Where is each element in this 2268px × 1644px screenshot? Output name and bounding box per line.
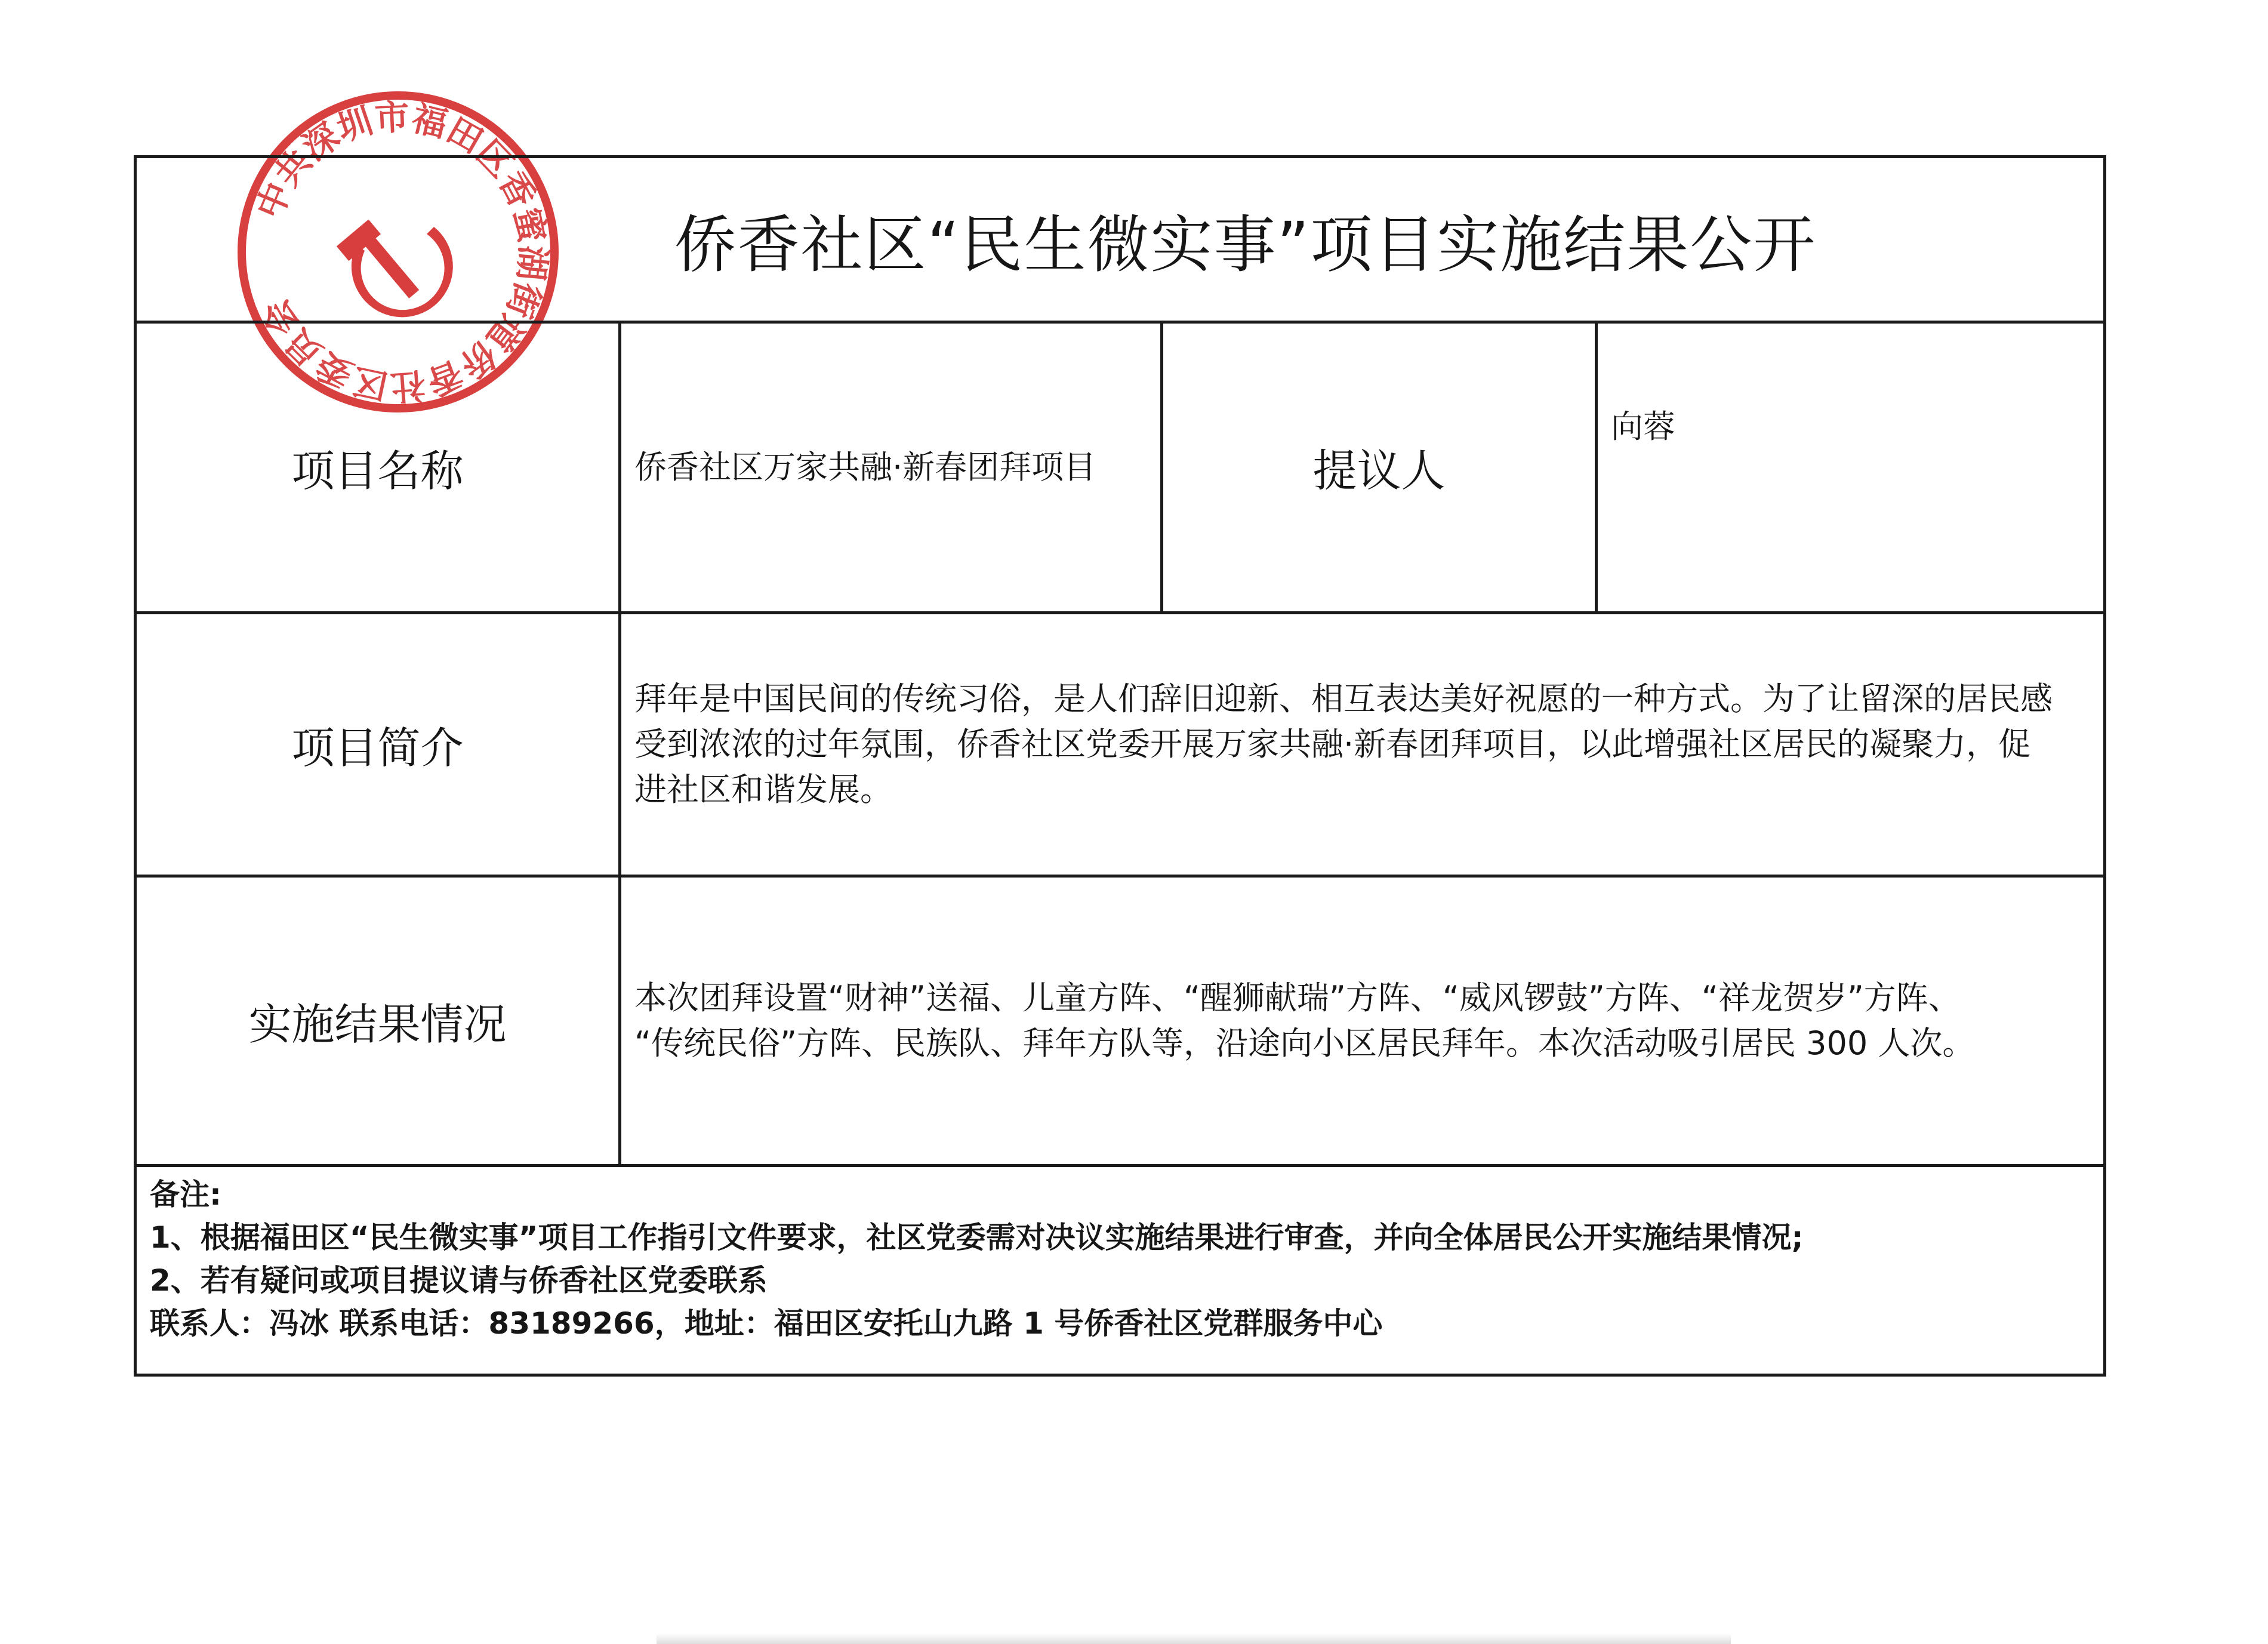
notice-form [134,155,2103,1341]
intro-line: 拜年是中国民间的传统习俗，是人们辞旧迎新、相互表达美好祝愿的一种方式。为了让留深的居民感 [634,680,2053,718]
notes-row [135,1166,2105,1375]
project-name-value: 侨香社区万家共融·新春团拜项目 [620,322,1162,613]
result-line: 本次团拜设置“财神”送福、儿童方阵、“醒狮献瑞”方阵、“威风锣鼓”方阵、“祥龙贺岁”方阵、 [634,979,1961,1017]
project-name-row [135,322,2105,613]
document-title: 侨香社区“民生微实事”项目实施结果公开 [135,157,2105,322]
notes-item: 1、根据福田区“民生微实事”项目工作指引文件要求，社区党委需对决议实施结果进行审查，并向全体居民公开实施结果情况; [150,1220,1804,1255]
seal-text: 中共深圳市福田区香蜜湖街道侨香社区委员会 [248,96,554,408]
proposer-label: 提议人 [1162,322,1597,613]
result-line: “传统民俗”方阵、民族队、拜年方队等，沿途向小区居民拜年。本次活动吸引居民 300 人次。 [634,1024,1975,1062]
notes [135,1166,2105,1375]
proposer-value: 向蓉 [1597,322,2105,613]
intro-line: 受到浓浓的过年氛围，侨香社区党委开展万家共融·新春团拜项目，以此增强社区居民的凝聚力，促 [634,725,2031,763]
intro-label: 项目简介 [135,613,620,876]
scan-edge [657,1633,1731,1644]
intro-text [620,613,2105,876]
result-label: 实施结果情况 [135,876,620,1166]
project-name-label: 项目名称 [135,322,620,613]
notes-item: 2、若有疑问或项目提议请与侨香社区党委联系 [150,1263,768,1298]
intro-line: 进社区和谐发展。 [634,771,892,808]
notes-contact: 联系人：冯冰 联系电话：83189266，地址：福田区安托山九路 1 号侨香社区党群服务中心 [150,1306,1383,1341]
result-text [620,876,2105,1166]
result-row [135,876,2105,1166]
intro-row [135,613,2105,876]
project-table [134,155,2106,1377]
notes-heading: 备注: [150,1177,221,1212]
